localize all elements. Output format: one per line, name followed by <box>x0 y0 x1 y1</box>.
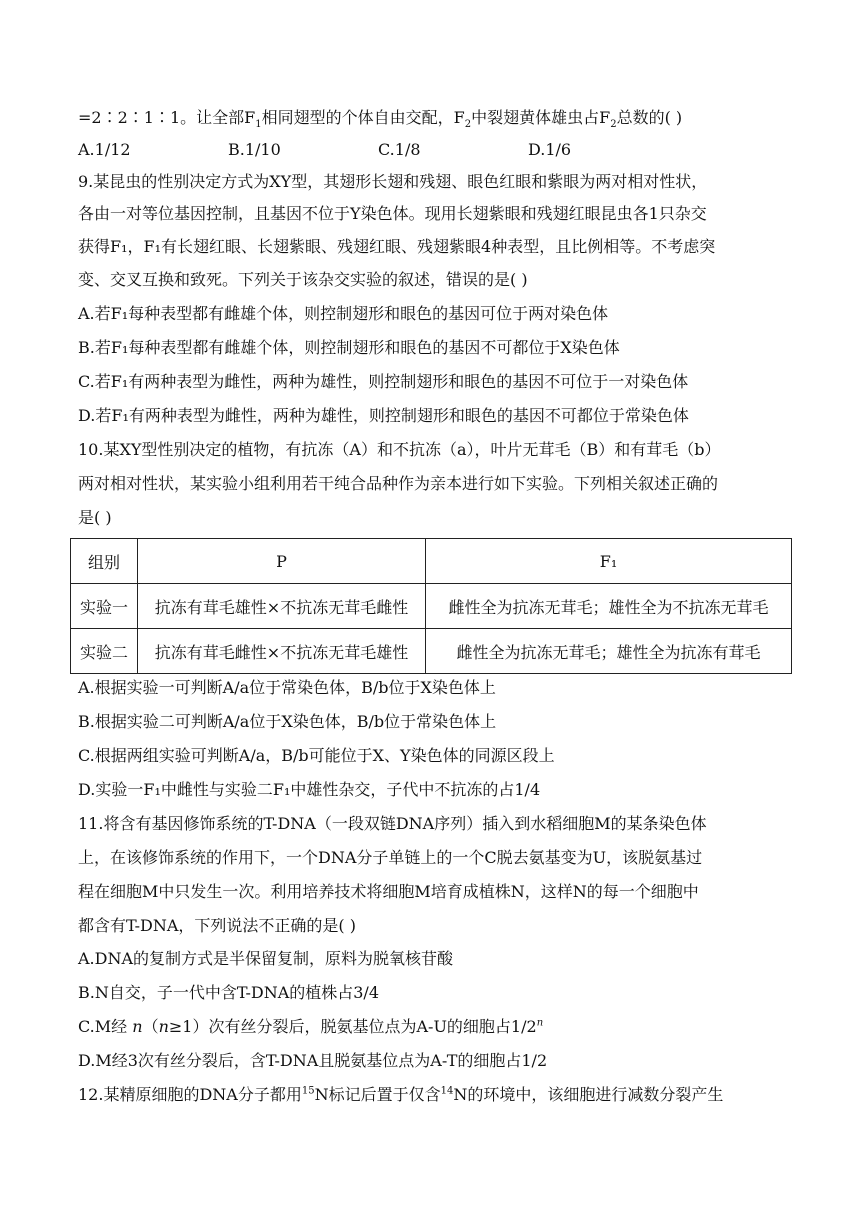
q9-option-c: C.若F₁有两种表型为雌性，两种为雄性，则控制翅形和眼色的基因不可位于一对染色体 <box>78 372 689 391</box>
table-header-cell: 组别 <box>71 539 138 584</box>
q8-option-d: D.1/6 <box>528 140 572 159</box>
table-header-row <box>71 539 792 584</box>
q8-option-a: A.1/12 <box>78 140 131 159</box>
q8-line1: =2∶2∶1∶1。让全部$F_1$相同翅型的个体自由交配，$F_2$中裂翅黄体雄虫占$F_2$总数的( ) <box>78 108 683 131</box>
q10-stem-line: 10.某XY型性别决定的植物，有抗冻（A）和不抗冻（a），叶片无茸毛（B）和有茸毛（b） <box>78 440 721 459</box>
q10-option-d: D.实验一F₁中雌性与实验二F₁中雄性杂交，子代中不抗冻的占1/4 <box>78 780 541 799</box>
table-cell: 实验二 <box>71 629 138 674</box>
q11-option-b: B.N自交，子一代中含T-DNA的植株占3/4 <box>78 983 379 1002</box>
table-cell: 抗冻有茸毛雄性×不抗冻无茸毛雌性 <box>138 584 426 629</box>
q11-stem-line: 都含有T-DNA，下列说法不正确的是( ) <box>78 916 356 935</box>
q10-stem-line: 两对相对性状，某实验小组利用若干纯合品种作为亲本进行如下实验。下列相关叙述正确的 <box>78 474 719 493</box>
q8-option-c: C.1/8 <box>378 140 421 159</box>
table-header-cell: F₁ <box>426 539 792 584</box>
q12-stem-line: 12.某精原细胞的DNA分子都用$^{15}$N标记后置于仅含$^{14}$N的环境中，该细胞进行减数分裂产生 <box>78 1085 724 1104</box>
q8-options <box>78 140 678 160</box>
q10-option-b: B.根据实验二可判断A/a位于X染色体，B/b位于常染色体上 <box>78 712 497 731</box>
q11-option-c: C.M经 n（n≥1）次有丝分裂后，脱氨基位点为A-U的细胞占1/2$^n$ <box>78 1017 544 1036</box>
q8-option-b: B.1/10 <box>228 140 281 159</box>
q11-option-d: D.M经3次有丝分裂后，含T-DNA且脱氨基位点为A-T的细胞占1/2 <box>78 1051 548 1070</box>
q11-stem-line: 11.将含有基因修饰系统的T-DNA（一段双链DNA序列）插入到水稻细胞M的某条染色体 <box>78 814 707 833</box>
q9-option-a: A.若F₁每种表型都有雌雄个体，则控制翅形和眼色的基因可位于两对染色体 <box>78 304 609 323</box>
q9-stem-line: 9.某昆虫的性别决定方式为XY型，其翅形长翅和残翅、眼色红眼和紫眼为两对相对性状， <box>78 172 708 191</box>
table-row <box>71 629 792 674</box>
table-cell: 实验一 <box>71 584 138 629</box>
q10-option-a: A.根据实验一可判断A/a位于常染色体，B/b位于X染色体上 <box>78 678 496 697</box>
table-cell: 抗冻有茸毛雌性×不抗冻无茸毛雄性 <box>138 629 426 674</box>
q9-stem-line: 各由一对等位基因控制，且基因不位于Y染色体。现用长翅紫眼和残翅红眼昆虫各1只杂交 <box>78 204 707 223</box>
q9-stem-line: 变、交叉互换和致死。下列关于该杂交实验的叙述，错误的是( ) <box>78 270 528 289</box>
q9-option-d: D.若F₁有两种表型为雌性，两种为雄性，则控制翅形和眼色的基因不可都位于常染色体 <box>78 406 689 425</box>
table-row <box>71 584 792 629</box>
q11-stem-line: 程在细胞M中只发生一次。利用培养技术将细胞M培育成植株N，这样N的每一个细胞中 <box>78 882 699 901</box>
table-cell: 雌性全为抗冻无茸毛；雄性全为不抗冻无茸毛 <box>426 584 792 629</box>
q10-stem-line: 是( ) <box>78 508 112 527</box>
q9-stem-line: 获得F₁，F₁有长翅红眼、长翅紫眼、残翅红眼、残翅紫眼4种表型，且比例相等。不考虑突 <box>78 237 716 256</box>
q10-option-c: C.根据两组实验可判断A/a，B/b可能位于X、Y染色体的同源区段上 <box>78 746 555 765</box>
q11-option-a: A.DNA的复制方式是半保留复制，原料为脱氧核苷酸 <box>78 949 454 968</box>
q11-stem-line: 上，在该修饰系统的作用下，一个DNA分子单链上的一个C脱去氨基变为U，该脱氨基过 <box>78 848 703 867</box>
q9-option-b: B.若F₁每种表型都有雌雄个体，则控制翅形和眼色的基因不可都位于X染色体 <box>78 338 620 357</box>
experiment-table <box>70 538 792 674</box>
table-cell: 雌性全为抗冻无茸毛；雄性全为抗冻有茸毛 <box>426 629 792 674</box>
table-header-cell: P <box>138 539 426 584</box>
